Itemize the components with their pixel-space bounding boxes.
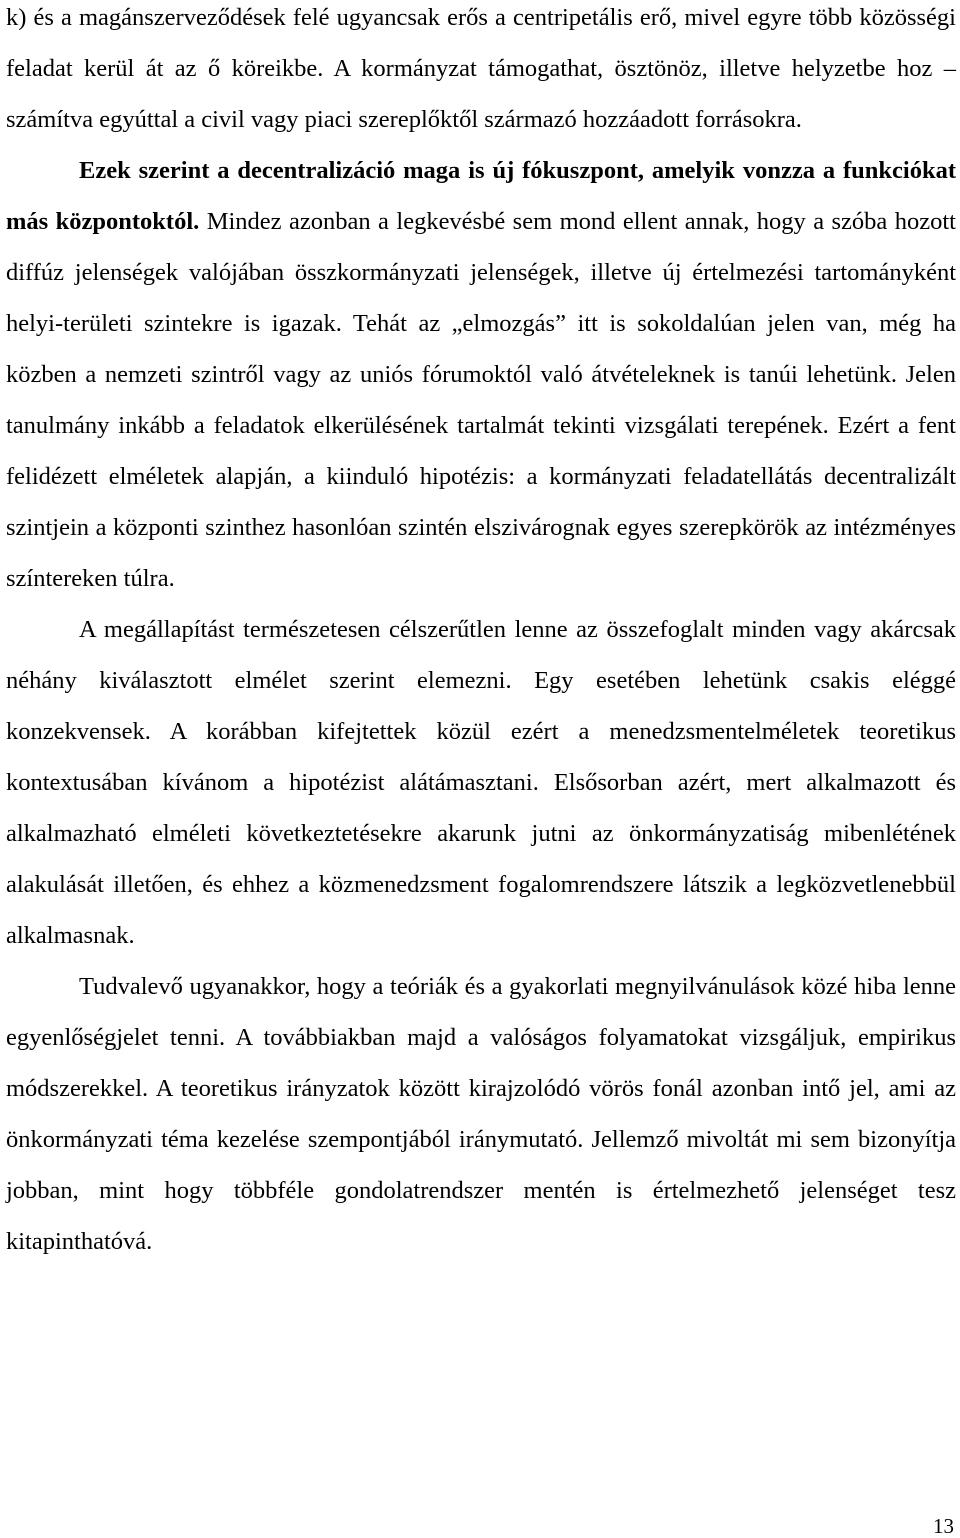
paragraph-1: k) és a magánszerveződések felé ugyancsak erős a centripetális erő, mivel egyre több közösségi feladat kerül át az ő köreikbe. A kormányzat támogathat, ösztönöz, illetve helyzetbe hoz – számítva egyúttal a civil vagy piaci szereplőktől származó hozzáadott forrásokra.: [6, 4, 956, 133]
paragraph-2: [6, 145, 956, 604]
paragraph-3: A megállapítást természetesen célszerűtlen lenne az összefoglalt minden vagy akárcsak néhány kiválasztott elmélet szerint elemezni. Egy esetében lehetünk csakis eléggé konzekvensek. A korábban kifejtettek közül ezért a menedzsmentelméletek teoretikus kontextusában kívánom a hipotézist alátámasztani. Elsősorban azért, mert alkalmazott és alkalmazható elméleti következtetésekre akarunk jutni az önkormányzatiság mibenlétének alakulását illetően, és ehhez a közmenedzsment fogalomrendszere látszik a legközvetlenebbül alkalmasnak.: [6, 616, 956, 949]
paragraph-2-text: Mindez azonban a legkevésbé sem mond ellent annak, hogy a szóba hozott diffúz jelenségek valójában összkormányzati jelenségek, illetve új értelmezési tartományként helyi-területi szintekre is igazak. Tehát az „elmozgás” itt is sokoldalúan jelen van, még ha közben a nemzeti szintről vagy az uniós fórumoktól való átvételeknek is tanúi lehetünk. Jelen tanulmány inkább a feladatok elkerülésének tartalmát tekinti vizsgálati terepének. Ezért a fent felidézett elméletek alapján, a kiinduló hipotézis: a kormányzati feladatellátás decentralizált szintjein a központi szinthez hasonlóan szintén elszivárognak egyes szerepkörök az intézményes színtereken túlra.: [6, 208, 956, 592]
paragraph-2-bold-text: Ezek szerint a decentralizáció maga is új fókuszpont, amelyik vonzza a funkciókat más központoktól.: [6, 157, 956, 235]
paragraph-4: Tudvalevő ugyanakkor, hogy a teóriák és a gyakorlati megnyilvánulások közé hiba lenne egyenlőségjelet tenni. A továbbiakban majd a valóságos folyamatokat vizsgáljuk, empirikus módszerekkel. A teoretikus irányzatok között kirajzolódó vörös fonál azonban intő jel, ami az önkormányzati téma kezelése szempontjából iránymutató. Jellemző mivoltát mi sem bizonyítja jobban, mint hogy többféle gondolatrendszer mentén is értelmezhető jelenséget tesz kitapinthatóvá.: [6, 973, 956, 1255]
page-number: 13: [933, 1514, 954, 1538]
document-page: [6, 0, 956, 1267]
